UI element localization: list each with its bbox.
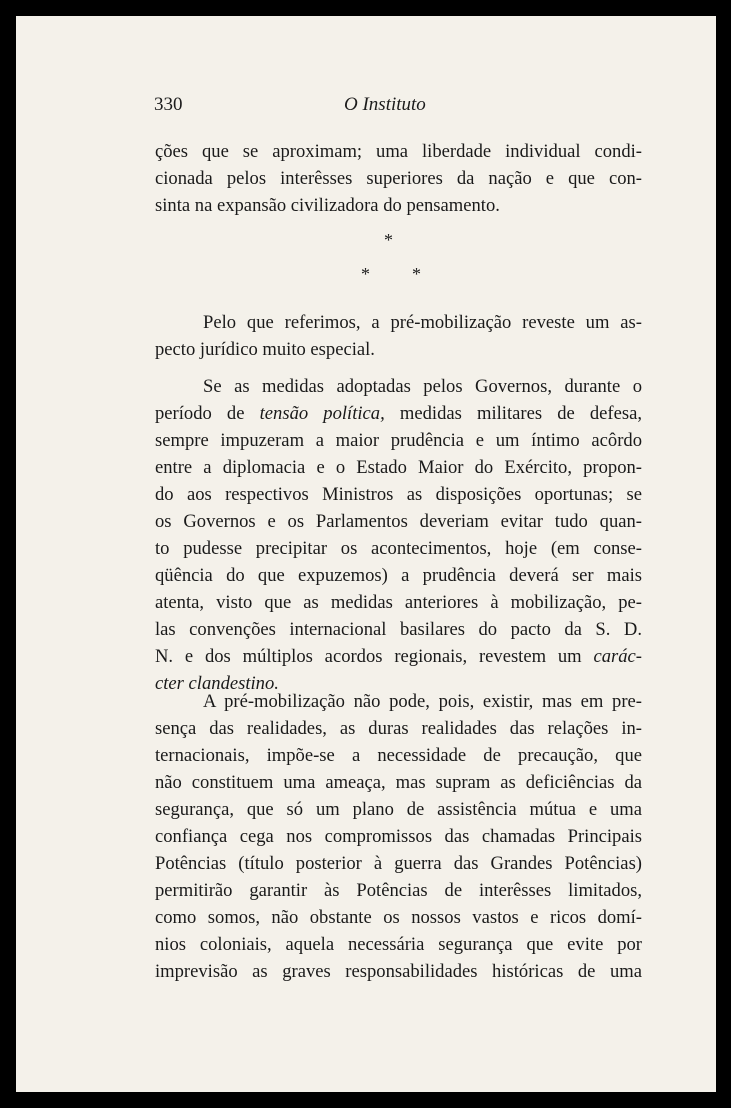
text-line: Pelo que referimos, a pré-mobilização reveste um as- xyxy=(203,312,642,333)
page-number: 330 xyxy=(154,94,183,115)
text-line: como somos, não obstante os nossos vastos e ricos domí- xyxy=(155,907,642,928)
italic-phrase: tensão política, xyxy=(259,403,385,424)
page-header xyxy=(154,94,641,120)
text-line: entre a diplomacia e o Estado Maior do Exército, propon- xyxy=(155,457,642,478)
text-line: período de tensão política, medidas militares de defesa, xyxy=(155,403,643,424)
book-page xyxy=(16,16,716,1092)
text-line: Se as medidas adoptadas pelos Governos, durante o xyxy=(203,376,642,397)
text-line: sempre impuzeram a maior prudência e um íntimo acôrdo xyxy=(155,430,642,451)
text-line: ternacionais, impõe-se a necessidade de precaução, que xyxy=(155,745,642,766)
text-line: las convenções internacional basilares do pacto da S. D. xyxy=(155,619,642,640)
running-title: O Instituto xyxy=(344,94,426,115)
text-line: ções que se aproximam; uma liberdade individual condi- xyxy=(155,141,642,162)
text-line: sença das realidades, as duras realidades das relações in- xyxy=(155,718,642,739)
text-line: atenta, visto que as medidas anteriores à mobilização, pe- xyxy=(155,592,642,613)
text-line: do aos respectivos Ministros as disposições oportunas; se xyxy=(155,484,642,505)
paragraph-measures xyxy=(155,373,642,697)
text-line: não constituem uma ameaça, mas supram as deficiências da xyxy=(155,772,642,793)
section-asterism xyxy=(16,230,716,310)
text-line: qüência do que expuzemos) a prudência deverá ser mais xyxy=(155,565,642,586)
text-line: A pré-mobilização não pode, pois, existir, mas em pre- xyxy=(203,691,642,712)
asterism-star: * xyxy=(384,230,393,250)
text-line: imprevisão as graves responsabilidades históricas de uma xyxy=(155,961,642,982)
text-line: Potências (título posterior à guerra das Grandes Potências) xyxy=(155,853,642,874)
paragraph-realities xyxy=(155,688,642,985)
text-line: N. e dos múltiplos acordos regionais, revestem um carác- xyxy=(155,646,642,667)
text-line: sinta na expansão civilizadora do pensamento. xyxy=(155,195,500,216)
paragraph-pre-mobilization xyxy=(155,309,642,363)
italic-phrase: cter clandestino. xyxy=(155,673,279,694)
continued-paragraph xyxy=(155,138,642,219)
text-line: to pudesse precipitar os acontecimentos, hoje (em conse- xyxy=(155,538,642,559)
asterism-star: * xyxy=(412,264,421,284)
text-line: os Governos e os Parlamentos deveriam evitar tudo quan- xyxy=(155,511,642,532)
text-line: segurança, que só um plano de assistência mútua e uma xyxy=(155,799,642,820)
asterism-star: * xyxy=(361,264,370,284)
text-line: permitirão garantir às Potências de interêsses limitados, xyxy=(155,880,642,901)
text-line: pecto jurídico muito especial. xyxy=(155,339,375,360)
text-line: nios coloniais, aquela necessária segurança que evite por xyxy=(155,934,642,955)
text-line: cionada pelos interêsses superiores da nação e que con- xyxy=(155,168,642,189)
text-line: confiança cega nos compromissos das chamadas Principais xyxy=(155,826,642,847)
italic-phrase: carác- xyxy=(593,646,642,667)
